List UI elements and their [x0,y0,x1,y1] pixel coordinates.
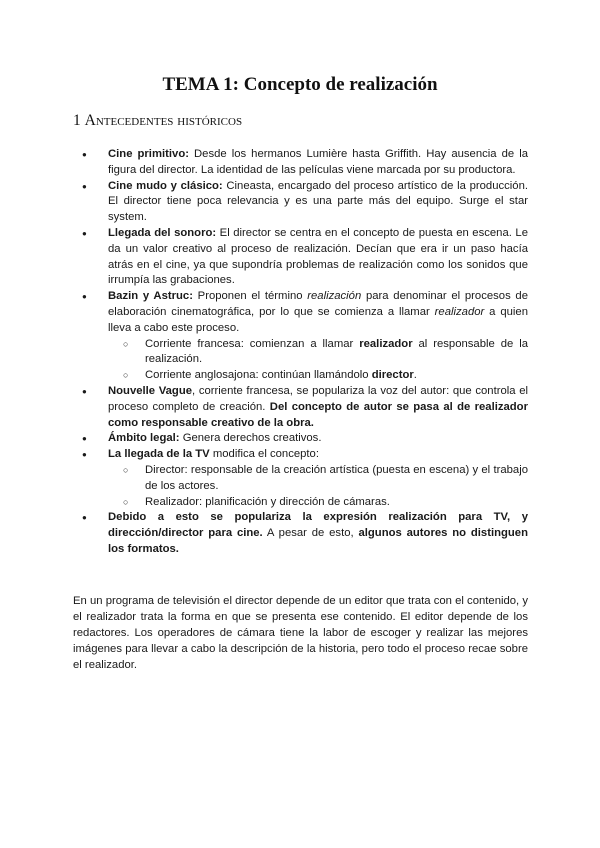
sub-list [108,337,528,384]
list-item [108,179,528,226]
section-title: Antecedentes históricos [84,112,243,129]
item-text: Proponen el término [192,290,308,303]
sub-item-text: Corriente anglosajona: continúan llamándolo [145,369,372,382]
sub-item-text: Corriente francesa: comienzan a llamar [145,337,360,350]
item-label: Debido a esto se populariza la expresión realización para TV, y dirección/director para cine. [108,511,528,540]
sub-item-text: . [413,369,417,382]
item-text: a quien lleva a cabo este proceso. [108,305,528,334]
item-text: Desde los hermanos Lumière hasta Griffith. Hay ausencia de la figura del director. La identidad de las películas viene marcada por su productora. [108,148,528,176]
item-label: Llegada del sonoro: [108,226,217,239]
bullet-list-container [108,147,528,558]
sub-list [108,463,528,510]
sub-list-item [145,368,528,384]
list-item [108,289,528,384]
list-item [108,147,528,179]
list-item [108,226,528,289]
item-bold-text: Del concepto de autor se pasa al de realizador como responsable creativo de la obra. [108,400,528,429]
item-label: Ámbito legal: [108,432,180,445]
sub-item-text: al responsable de la realización. [145,337,528,366]
sub-item-bold: director [371,369,414,382]
item-text: Cineasta, encargado del proceso artístico de la producción. El director tiene poca relevancia y es una parte más del equipo. Surge el star system. [108,179,528,224]
body-paragraph: En un programa de televisión el director depende de un editor que trata con el contenido, y el realizador trata la forma en que se presenta ese contenido. El editor depende de los redactores. Los operadores de cámara tiene la labor de escoger y realizar las mejores imágenes para llevar a cabo la descripción de la historia, pero todo el proceso recae sobre el realizador. [73,595,528,671]
item-label: Nouvelle Vague [108,384,193,397]
item-text: El director se centra en el concepto de puesta en escena. Le da un valor creativo al proceso de realización. Decían que era ir un paso hacía atrás en el cine, ya que supondría problemas de realización como los sonidos que irrumpía las grabaciones. [108,226,528,287]
section-number: 1 [73,112,81,129]
item-text: modifica el concepto: [209,448,319,461]
item-emphasis: realizador [434,305,485,318]
item-text: A pesar de esto, [262,527,359,540]
sub-list-item [145,337,528,369]
item-text: Genera derechos creativos. [179,432,322,445]
item-label: La llegada de la TV [108,448,210,461]
sub-list-item: ○ Director: responsable de la creación artística (puesta en escena) y el trabajo de los actores. [145,463,528,495]
list-item [108,447,528,510]
item-label: Cine mudo y clásico: [108,179,223,192]
item-text: para denominar el procesos de elaboración cinematográfica, por lo que se comienza a llamar [108,290,528,318]
list-item [108,431,528,447]
bullet-list [108,147,528,558]
item-label: Cine primitivo: [108,148,189,160]
item-text: , corriente francesa, se populariza la voz del autor: que controla el proceso completo de creación. [108,384,528,413]
list-item [108,510,528,557]
section-heading [73,112,242,130]
page-title: TEMA 1: Concepto de realización [162,74,438,95]
item-emphasis: realización [307,290,362,303]
item-bold-text: algunos autores no distinguen los formatos. [108,527,528,555]
item-label: Bazin y Astruc: [108,290,193,303]
list-item [108,384,528,431]
sub-item-bold: realizador [359,337,413,350]
sub-list-item: ○ Realizador: planificación y dirección de cámaras. [145,495,528,511]
